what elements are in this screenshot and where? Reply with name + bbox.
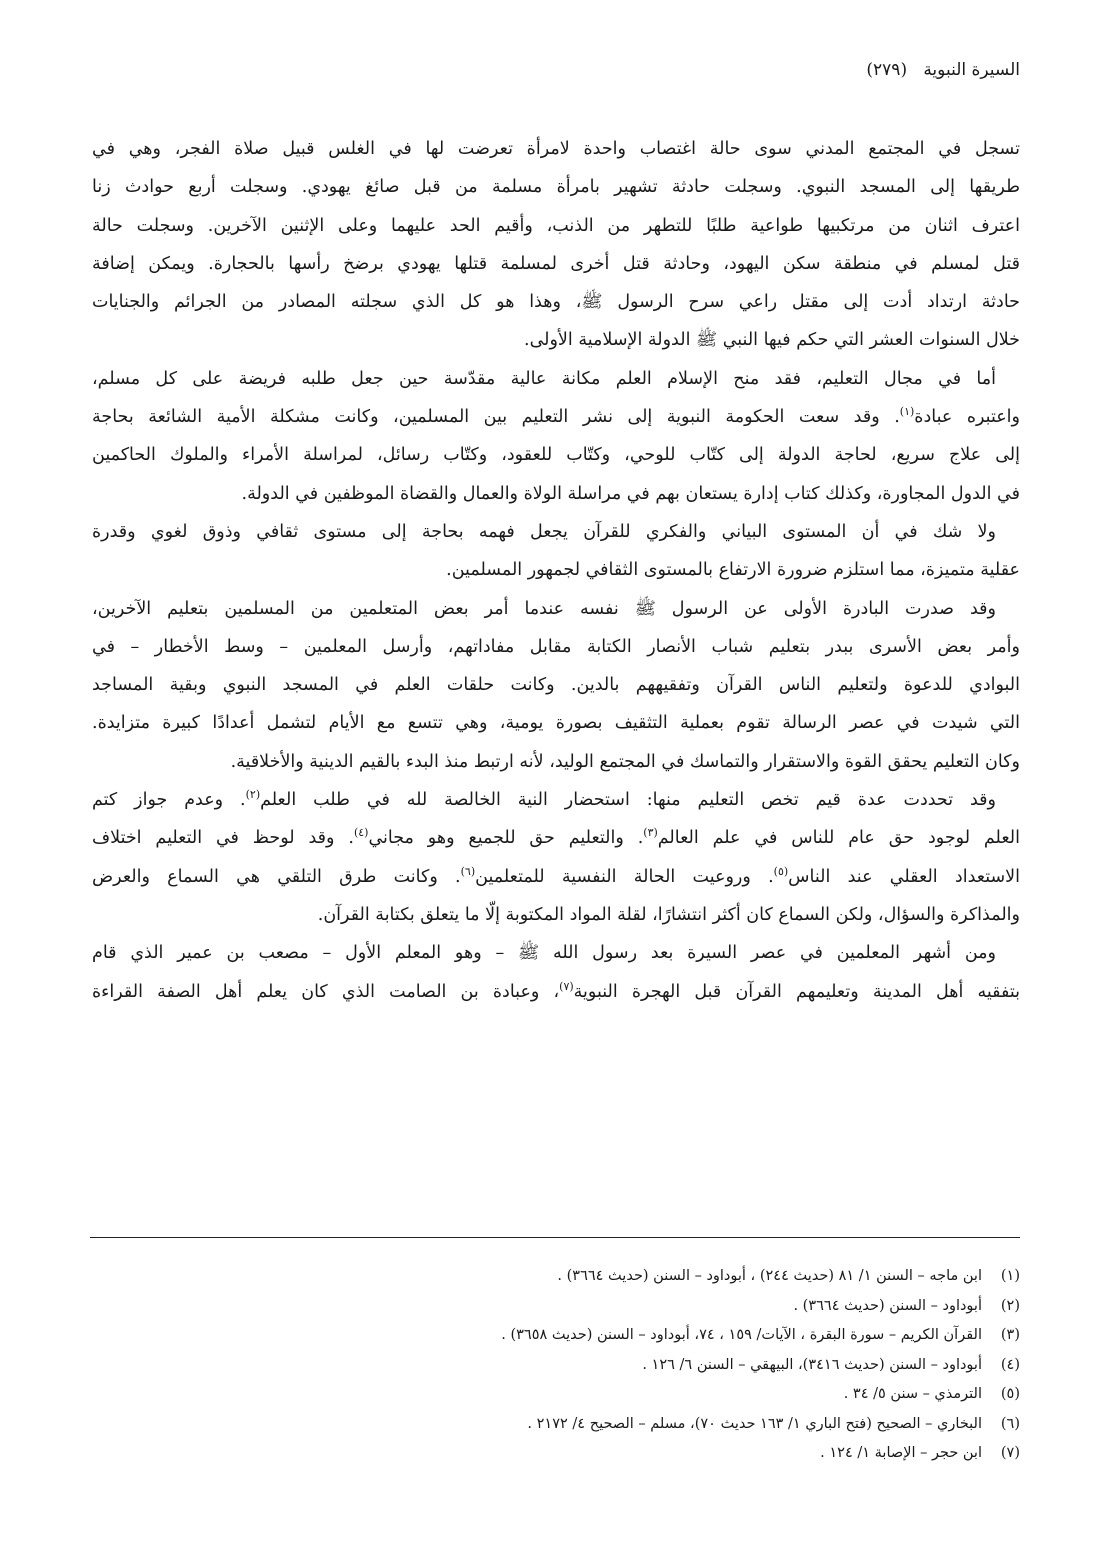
footnote-ref: (٥): [773, 864, 789, 878]
line-text: . وكانت طرق التلقي هي السماع والعرض: [92, 866, 461, 887]
line-text: وقد تحددت عدة قيم تخص التعليم منها: استحضار النية الخالصة لله في طلب العلم: [260, 790, 996, 811]
text-line: [92, 360, 1020, 398]
line-text: ، وعبادة بن الصامت الذي كان يعلم أهل الصفة القراءة: [92, 981, 560, 1002]
book-title: السيرة النبوية: [923, 60, 1020, 80]
footnote-text: البخاري – الصحيح (فتح الباري ١/ ١٦٣ حديث ٧٠)، مسلم – الصحيح ٤/ ٢١٧٢ .: [527, 1415, 982, 1432]
footnotes: [90, 1262, 1020, 1469]
text-line: [92, 321, 1020, 359]
footnote-text: الترمذي – سنن ٥/ ٣٤ .: [843, 1386, 982, 1402]
text-line: [92, 819, 1020, 857]
footnote-number: (٣): [1000, 1327, 1020, 1343]
text-line: [92, 207, 1020, 245]
footnote: [90, 1351, 1020, 1381]
line-text: حادثة ارتداد أدت إلى مقتل راعي سرح الرسول ﷺ، وهذا هو كل الذي سجلته المصادر من الجرائم والجنايات: [92, 292, 1020, 313]
line-text: الاستعداد العقلي عند الناس: [788, 866, 1020, 887]
text-line: [92, 436, 1020, 474]
text-line: [92, 551, 1020, 589]
text-line: [92, 973, 1020, 1011]
footnote-ref: (٤): [353, 826, 369, 840]
line-text: العلم لوجود حق عام للناس في علم العالم: [657, 828, 1020, 849]
text-line: [92, 858, 1020, 896]
footnote-text: ابن حجر – الإصابة ١/ ١٢٤ .: [820, 1445, 982, 1461]
footnote-number: (٥): [1000, 1386, 1020, 1402]
running-header: [866, 60, 1020, 80]
footnote-text: القرآن الكريم – سورة البقرة ، الآيات/ ١٥٩ ، ٧٤، أبوداود – السنن (حديث ٣٦٥٨) .: [501, 1327, 982, 1343]
footnote-ref: (٢): [245, 788, 261, 802]
line-text: أما في مجال التعليم، فقد منح الإسلام العلم مكانة عالية مقدّسة حين جعل طلبه فريضة على كل مسلم،: [92, 368, 996, 389]
footnote-number: (٦): [1000, 1415, 1020, 1432]
line-text: البوادي للدعوة ولتعليم الناس القرآن وتفقيههم بالدين. وكانت حلقات العلم في المسجد النبوي وبقية المساجد: [92, 675, 1020, 696]
text-line: [92, 513, 1020, 551]
text-line: [92, 666, 1020, 704]
line-text: وكان التعليم يحقق القوة والاستقرار والتماسك في المجتمع الوليد، لأنه ارتبط منذ البدء بالقيم الدينية والأخلاقية.: [230, 751, 1020, 772]
line-text: . والتعليم حق للجميع وهو مجاني: [368, 828, 644, 849]
footnote-number: (١): [1000, 1268, 1020, 1284]
footnote-ref: (٧): [559, 979, 574, 993]
footnote: [90, 1410, 1020, 1440]
text-line: [92, 130, 1020, 168]
line-text: خلال السنوات العشر التي حكم فيها النبي ﷺ الدولة الإسلامية الأولى.: [524, 330, 1020, 351]
footnote-number: (٧): [1000, 1445, 1020, 1461]
text-line: [92, 590, 1020, 628]
footnote-number: (٢): [1000, 1297, 1020, 1314]
footnote: [90, 1262, 1020, 1292]
footnote-number: (٤): [1000, 1356, 1020, 1373]
text-line: [92, 628, 1020, 666]
text-line: [92, 283, 1020, 321]
text-line: [92, 743, 1020, 781]
footnote-divider: [90, 1237, 1020, 1238]
text-line: [92, 781, 1020, 819]
line-text: عقلية متميزة، مما استلزم ضرورة الارتفاع بالمستوى الثقافي لجمهور المسلمين.: [446, 560, 1020, 581]
line-text: ومن أشهر المعلمين في عصر السيرة بعد رسول الله ﷺ – وهو المعلم الأول – مصعب بن عمير الذي قام: [92, 943, 996, 964]
footnote: [90, 1439, 1020, 1469]
footnote: [90, 1321, 1020, 1351]
line-text: قتل لمسلم في منطقة سكن اليهود، وحادثة قتل أخرى لمسلمة قتلها يهودي برضخ رأسها بالحجارة. ويمكن إضافة: [92, 253, 1020, 274]
line-text: ولا شك في أن المستوى البياني والفكري للقرآن يجعل فهمه بحاجة إلى مستوى ثقافي وذوق لغوي وقدرة: [92, 521, 996, 542]
line-text: واعتبره عبادة: [914, 407, 1020, 428]
line-text: . وقد لوحظ في التعليم اختلاف: [92, 828, 354, 849]
text-line: [92, 896, 1020, 934]
line-text: . وروعيت الحالة النفسية للمتعلمين: [475, 866, 774, 887]
body-text: [92, 130, 1020, 1011]
text-line: [92, 475, 1020, 513]
line-text: اعترف اثنان من مرتكبيها طواعية طلبًا للتطهر من الذنب، وأقيم الحد عليهما وعلى الإثنين الآخرين. وسجلت حالة: [92, 215, 1020, 236]
text-line: [92, 934, 1020, 972]
footnote-text: أبوداود – السنن (حديث ٣٦٦٤) .: [793, 1297, 982, 1314]
text-line: [92, 704, 1020, 742]
text-line: [92, 168, 1020, 206]
footnote: [90, 1380, 1020, 1410]
footnote-ref: (٦): [460, 864, 476, 878]
line-text: تسجل في المجتمع المدني سوى حالة اغتصاب واحدة لامرأة تعرضت لها في الغلس قبيل صلاة الفجر، وهي في: [92, 139, 1020, 159]
page-number: (٢٧٩): [866, 60, 908, 80]
line-text: وأمر بعض الأسرى ببدر بتعليم شباب الأنصار الكتابة مقابل مفاداتهم، وأرسل المعلمين – وسط الأخطار – في: [92, 636, 1020, 657]
text-line: [92, 245, 1020, 283]
line-text: طريقها إلى المسجد النبوي. وسجلت حادثة تشهير بامرأة مسلمة من قبل صائغ يهودي. وسجلت أربع حوادث زنا: [92, 177, 1020, 198]
line-text: . وقد سعت الحكومة النبوية إلى نشر التعليم بين المسلمين، وكانت مشكلة الأمية الشائعة بحاجة: [92, 407, 900, 428]
line-text: وقد صدرت البادرة الأولى عن الرسول ﷺ نفسه عندما أمر بعض المتعلمين من المسلمين بتعليم الآخرين،: [92, 598, 996, 619]
text-line: [92, 398, 1020, 436]
footnote: [90, 1292, 1020, 1322]
line-text: إلى علاج سريع، لحاجة الدولة إلى كتّاب للوحي، وكتّاب للعقود، وكتّاب رسائل، لمراسلة الأمراء والملوك الحاكمين: [92, 445, 1020, 466]
footnote-ref: (٣): [643, 826, 658, 840]
line-text: التي شيدت في عصر الرسالة تقوم بعملية التثقيف بصورة يومية، وهي تتسع مع الأيام لتشمل أعدادًا كبيرة متزايدة.: [92, 713, 1020, 734]
footnote-text: أبوداود – السنن (حديث ٣٤١٦)، البيهقي – السنن ٦/ ١٢٦ .: [642, 1356, 982, 1373]
line-text: . وعدم جواز كتم: [92, 790, 246, 811]
line-text: في الدول المجاورة، وكذلك كتاب إدارة يستعان بهم في مراسلة الولاة والعمال والقضاة الموظفين في الدولة.: [241, 483, 1020, 504]
footnote-ref: (١): [899, 405, 915, 419]
line-text: بتفقيه أهل المدينة وتعليمهم القرآن قبل الهجرة النبوية: [573, 981, 1021, 1002]
footnote-text: ابن ماجه – السنن ١/ ٨١ (حديث ٢٤٤) ، أبوداود – السنن (حديث ٣٦٦٤) .: [557, 1268, 982, 1284]
line-text: والمذاكرة والسؤال، ولكن السماع كان أكثر انتشارًا، لقلة المواد المكتوبة إلّا ما يتعلق بكتابة القرآن.: [317, 904, 1020, 925]
